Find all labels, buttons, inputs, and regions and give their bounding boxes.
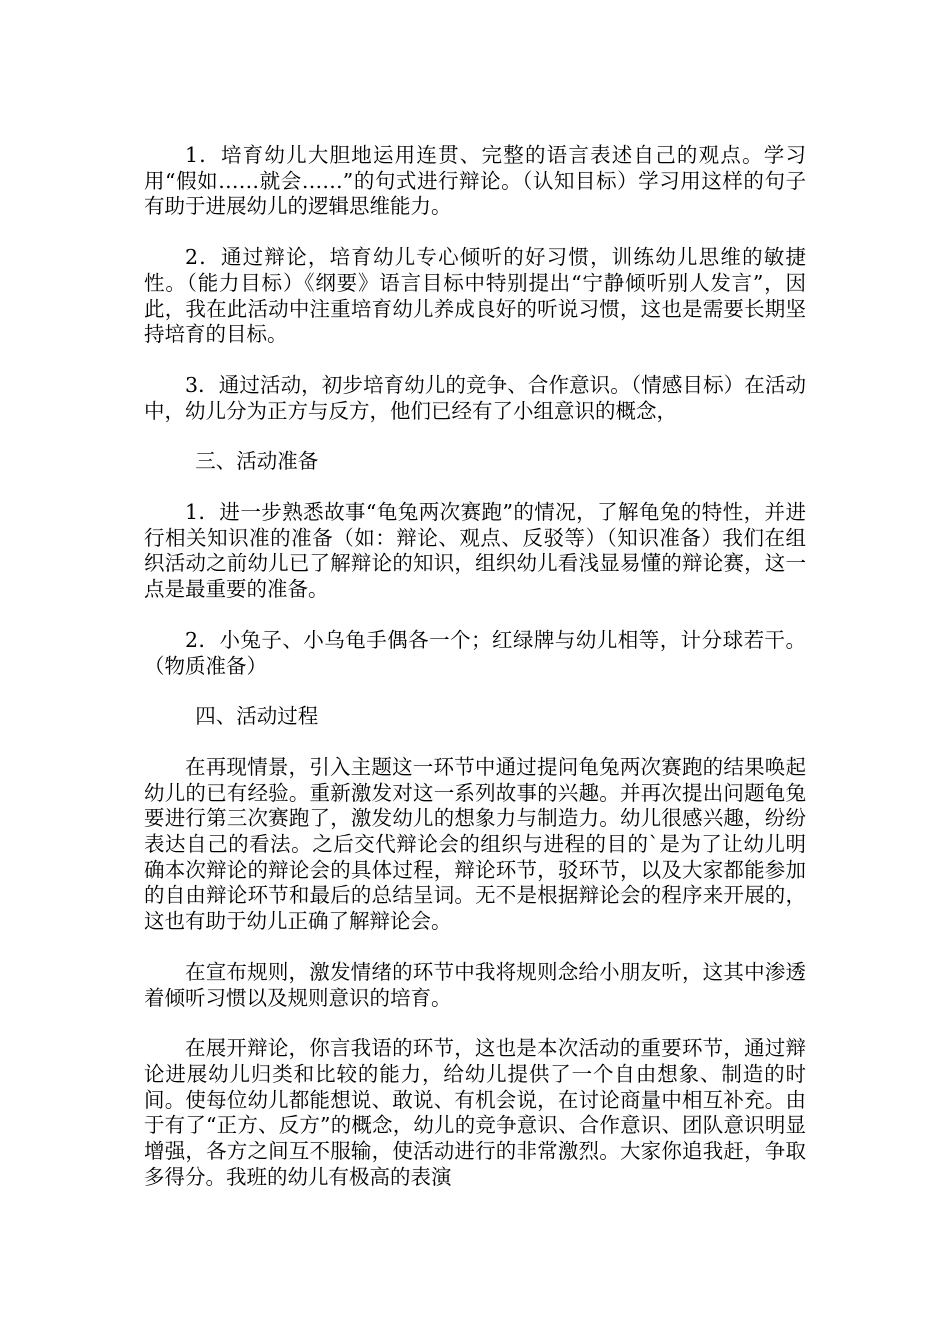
preparation-paragraph-1: 1．进一步熟悉故事“龟兔两次赛跑”的情况，了解龟兔的特性，并进行相关知识准的准备（如：辩论、观点、反驳等）（知识准备）我们在组织活动之前幼儿已了解辩论的知识，组织幼儿看浅显易懂的辩论赛，这一点是最重要的准备。 <box>144 500 806 602</box>
process-paragraph-2: 在宣布规则，激发情绪的环节中我将规则念给小朋友听，这其中渗透着倾听习惯以及规则意识的培育。 <box>144 959 806 1010</box>
section-heading-preparation: 三、活动准备 <box>195 449 319 474</box>
process-paragraph-3: 在展开辩论，你言我语的环节，这也是本次活动的重要环节，通过辩论进展幼儿归类和比较的能力，给幼儿提供了一个自由想象、制造的时间。使每位幼儿都能想说、敢说、有机会说，在讨论商量中相互补充。由于有了“正方、反方”的概念，幼儿的竞争意识、合作意识、团队意识明显增强，各方之间互不服输，使活动进行的非常激烈。大家你追我赶，争取多得分。我班的幼儿有极高的表演 <box>144 1036 806 1189</box>
goal-paragraph-1: 1．培育幼儿大胆地运用连贯、完整的语言表述自己的观点。学习用“假如……就会……”的句式进行辩论。（认知目标）学习用这样的句子有助于进展幼儿的逻辑思维能力。 <box>144 143 806 219</box>
goal-paragraph-2: 2．通过辩论，培育幼儿专心倾听的好习惯，训练幼儿思维的敏捷性。（能力目标）《纲要》语言目标中特别提出“宁静倾听别人发言”，因此，我在此活动中注重培育幼儿养成良好的听说习惯，这也是需要长期坚持培育的目标。 <box>144 245 806 347</box>
section-heading-process: 四、活动过程 <box>195 704 319 729</box>
goal-paragraph-3: 3．通过活动，初步培育幼儿的竞争、合作意识。（情感目标）在活动中，幼儿分为正方与反方，他们已经有了小组意识的概念， <box>144 372 806 423</box>
process-paragraph-1: 在再现情景，引入主题这一环节中通过提问龟兔两次赛跑的结果唤起幼儿的已有经验。重新激发对这一系列故事的兴趣。并再次提出问题龟兔要进行第三次赛跑了，激发幼儿的想象力与制造力。幼儿很感兴趣，纷纷表达自己的看法。之后交代辩论会的组织与进程的目的`是为了让幼儿明确本次辩论的辩论会的具体过程，辩论环节，驳环节，以及大家都能参加的自由辩论环节和最后的总结呈词。无不是根据辩论会的程序来开展的，这也有助于幼儿正确了解辩论会。 <box>144 754 806 934</box>
document-body <box>144 143 806 1216</box>
preparation-paragraph-2: 2．小兔子、小乌龟手偶各一个；红绿牌与幼儿相等，计分球若干。（物质准备） <box>144 627 806 678</box>
